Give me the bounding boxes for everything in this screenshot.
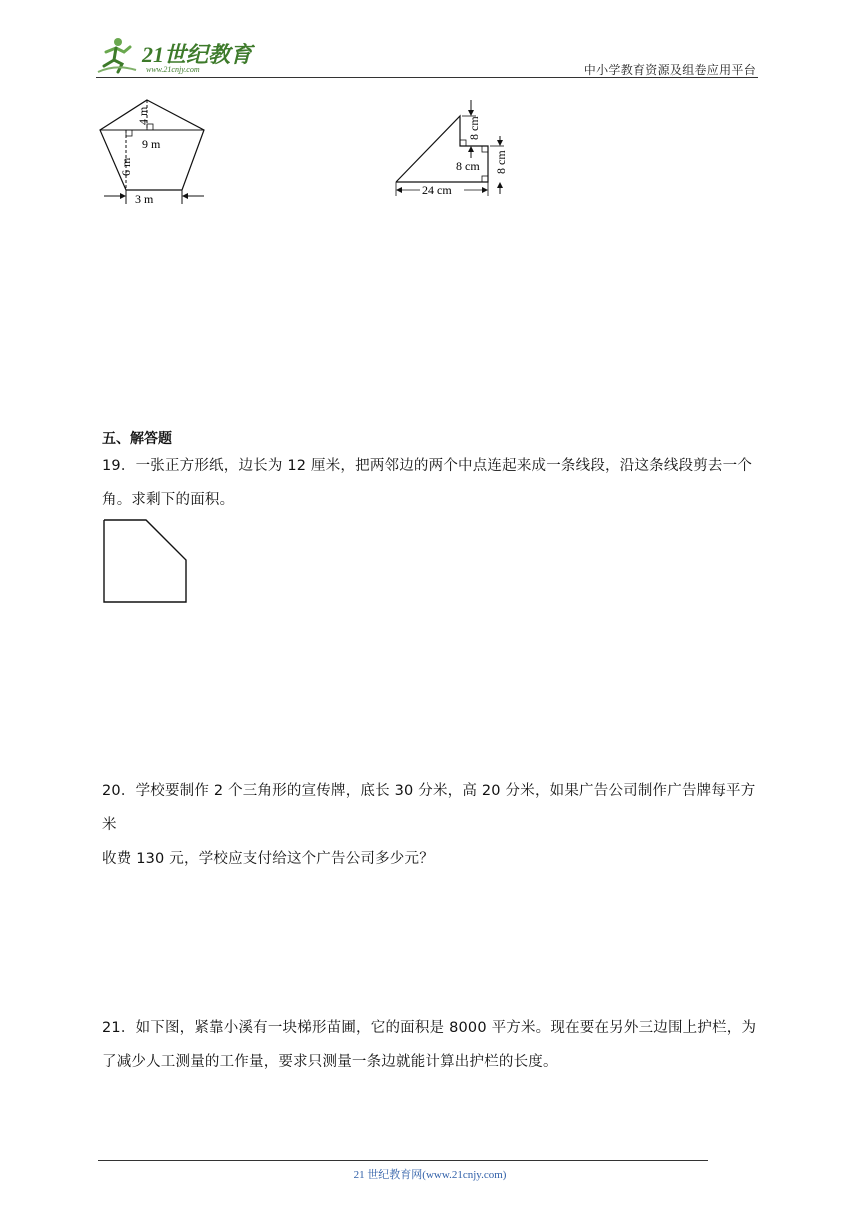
pentagon-width-label: 9 m — [142, 137, 161, 151]
question-line: 如下图，紧靠小溪有一块梯形苗圃，它的面积是 8000 平方米。现在要在另外三边围上护栏，为 — [135, 1020, 757, 1036]
question-line: 一张正方形纸，边长为 12 厘米，把两邻边的两个中点连起来成一条线段，沿这条线段剪去一个 — [135, 458, 753, 474]
footer-divider — [98, 1160, 708, 1161]
pentagon-figure — [96, 96, 226, 211]
logo-title: 21世纪教育 — [142, 42, 253, 67]
question-19 — [102, 449, 762, 517]
question-number: 20． — [102, 783, 136, 799]
pentagon-base-label: 3 m — [135, 192, 154, 206]
logo-url: www.21cnjy.com — [146, 65, 200, 74]
triangle-mid-label: 8 cm — [456, 159, 480, 173]
question-21 — [102, 1011, 762, 1079]
platform-name: 中小学教育资源及组卷应用平台 — [583, 63, 756, 77]
site-logo — [96, 34, 266, 76]
pentagon-top-height-label: 4 m — [136, 106, 150, 125]
triangle-figure — [392, 96, 522, 204]
question-20 — [102, 774, 762, 876]
triangle-top-label: 8 cm — [467, 116, 481, 140]
question-line: 角。求剩下的面积。 — [102, 492, 235, 508]
question-number: 19． — [102, 458, 136, 474]
header-divider — [96, 77, 758, 78]
runner-logo-icon — [98, 38, 136, 72]
question-line: 学校要制作 2 个三角形的宣传牌，底长 30 分米，高 20 分米，如果广告公司制作广告牌每平方米 — [102, 783, 756, 833]
cut-square-figure — [100, 516, 192, 606]
section-heading: 五、解答题 — [102, 431, 172, 447]
pentagon-bottom-height-label: 6 m — [119, 157, 133, 176]
question-line: 了减少人工测量的工作量，要求只测量一条边就能计算出护栏的长度。 — [102, 1054, 558, 1070]
question-line: 收费 130 元，学校应支付给这个广告公司多少元？ — [102, 851, 434, 867]
triangle-right-label: 8 cm — [494, 150, 508, 174]
footer-text: 21 世纪教育网(www.21cnjy.com) — [353, 1169, 507, 1181]
triangle-base-label: 24 cm — [422, 183, 452, 197]
question-number: 21． — [102, 1020, 136, 1036]
